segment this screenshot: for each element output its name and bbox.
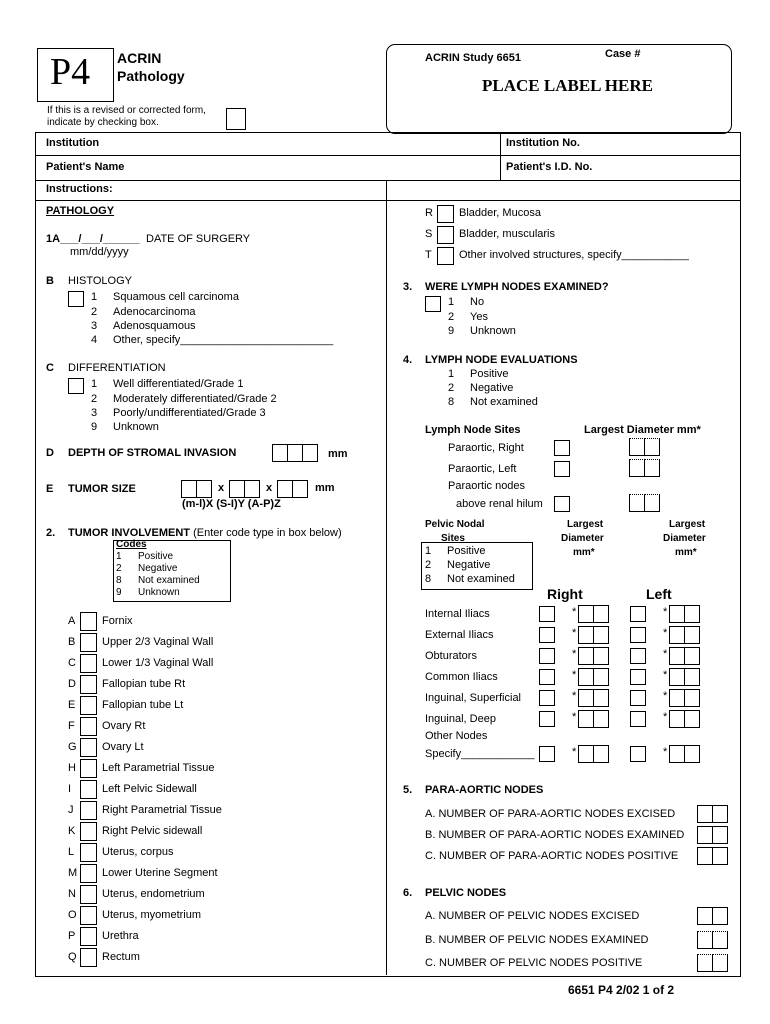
para-right-code-box[interactable] <box>554 440 570 456</box>
pelvic-left-diameter[interactable] <box>669 668 699 686</box>
pelvic-left-diameter[interactable] <box>669 647 699 665</box>
code-1: 1 <box>116 551 122 562</box>
q3-option-1: No <box>470 296 485 308</box>
date-format: mm/dd/yyyy <box>70 246 129 258</box>
site-s-label: Bladder, muscularis <box>459 228 555 240</box>
site-label: Left Pelvic Sidewall <box>102 783 197 795</box>
para-site-3: Paraortic nodes <box>448 480 526 492</box>
pelvic-left-code-box[interactable] <box>630 669 646 685</box>
site-letter: B <box>68 636 76 648</box>
pelvic-code-2: 2 <box>425 559 432 571</box>
involvement-site-row <box>60 633 360 653</box>
involvement-site-row <box>60 927 360 947</box>
form-name: Pathology <box>117 68 185 84</box>
involvement-site-row <box>60 759 360 779</box>
site-label: Fornix <box>102 615 133 627</box>
q5-item-c: C. NUMBER OF PARA-AORTIC NODES POSITIVE <box>425 850 679 862</box>
pelvic-left-diameter[interactable] <box>669 689 699 707</box>
histology-option-1: Squamous cell carcinoma <box>113 291 239 303</box>
surgery-date-label: DATE OF SURGERY <box>146 233 251 245</box>
left-diameter: Diameter <box>663 533 706 544</box>
site-label: Lower 1/3 Vaginal Wall <box>102 657 214 669</box>
q3-checkbox[interactable] <box>425 296 441 312</box>
site-letter: L <box>68 846 75 858</box>
q3-number: 3. <box>403 281 413 293</box>
para-left-code-box[interactable] <box>554 461 570 477</box>
site-letter: Q <box>68 951 77 963</box>
q6-title: PELVIC NODES <box>425 887 507 899</box>
pelvic-left-star: * <box>663 690 668 702</box>
institution-no-label: Institution No. <box>506 137 580 149</box>
pelvic-right-code-box[interactable] <box>539 711 555 727</box>
site-r-box[interactable] <box>437 205 454 223</box>
other-left-diameter[interactable] <box>669 745 699 763</box>
differentiation-checkbox[interactable] <box>68 378 84 394</box>
code-2-label: Negative <box>138 563 178 574</box>
pelvic-site-label: Internal Iliacs <box>425 608 490 620</box>
q4-code-3: 8 <box>448 396 455 408</box>
pelvic-right-star: * <box>572 690 577 702</box>
tumor-size-dims: (m-l)X (S-I)Y (A-P)Z <box>182 498 281 510</box>
pelvic-right-diameter[interactable] <box>578 647 608 665</box>
q6-a-input[interactable] <box>697 907 727 925</box>
pathology-heading: PATHOLOGY <box>46 205 115 217</box>
institution-label: Institution <box>46 137 100 149</box>
diff-option-1: Well differentiated/Grade 1 <box>113 378 244 390</box>
q4-number: 4. <box>403 354 413 366</box>
diff-code-1: 1 <box>91 378 98 390</box>
histology-option-4: Other, specify_________________________ <box>113 334 334 346</box>
instructions-label: Instructions: <box>46 183 113 195</box>
org-name: ACRIN <box>117 50 162 66</box>
site-label: Upper 2/3 Vaginal Wall <box>102 636 214 648</box>
pelvic-site-label: Obturators <box>425 650 477 662</box>
histology-checkbox[interactable] <box>68 291 84 307</box>
depth-unit: mm <box>328 448 348 460</box>
site-label: Uterus, corpus <box>102 846 174 858</box>
pelvic-left-code-box[interactable] <box>630 648 646 664</box>
pelvic-right-diameter[interactable] <box>578 668 608 686</box>
site-label: Ovary Rt <box>102 720 146 732</box>
q4-code-1: 1 <box>448 368 455 380</box>
q3-option-3: Unknown <box>470 325 516 337</box>
q5-item-a: A. NUMBER OF PARA-AORTIC NODES EXCISED <box>425 808 676 820</box>
q4-option-3: Not examined <box>470 396 538 408</box>
differentiation-letter: C <box>46 362 54 374</box>
q6-number: 6. <box>403 887 413 899</box>
involvement-title: TUMOR INVOLVEMENT (Enter code type in box below) <box>68 527 342 539</box>
site-code-box[interactable] <box>80 948 97 967</box>
site-letter: A <box>68 615 76 627</box>
q6-item-c: C. NUMBER OF PELVIC NODES POSITIVE <box>425 957 643 969</box>
site-code-box[interactable] <box>80 864 97 883</box>
tumor-size-x-2: x <box>266 482 273 494</box>
site-letter: N <box>68 888 76 900</box>
pelvic-right-star: * <box>572 606 577 618</box>
largest-diameter-title: Largest Diameter mm* <box>584 424 701 436</box>
pelvic-site-label: Inguinal, Deep <box>425 713 496 725</box>
para-left-diameter[interactable] <box>629 459 659 477</box>
patient-name-label: Patient's Name <box>46 161 125 173</box>
involvement-site-row <box>60 948 360 968</box>
q4-title: LYMPH NODE EVALUATIONS <box>425 354 578 366</box>
site-label: Fallopian tube Rt <box>102 678 186 690</box>
pelvic-right-code-box[interactable] <box>539 627 555 643</box>
site-letter: D <box>68 678 76 690</box>
site-code-box[interactable] <box>80 654 97 673</box>
pelvic-left-diameter[interactable] <box>669 626 699 644</box>
right-heading: Right <box>547 586 583 602</box>
involvement-site-row <box>60 738 360 758</box>
site-t-box[interactable] <box>437 247 454 265</box>
form-code: P4 <box>50 51 91 93</box>
site-label: Uterus, endometrium <box>102 888 205 900</box>
pelvic-right-star: * <box>572 648 577 660</box>
depth-title: DEPTH OF STROMAL INVASION <box>68 447 237 459</box>
site-label: Urethra <box>102 930 139 942</box>
depth-input[interactable] <box>272 444 317 462</box>
pelvic-right-star: * <box>572 669 577 681</box>
q6-b-input[interactable] <box>697 931 727 949</box>
site-t-label: Other involved structures, specify___________ <box>459 249 689 261</box>
site-letter: F <box>68 720 75 732</box>
pelvic-right-star: * <box>572 627 577 639</box>
pelvic-code-1-label: Positive <box>447 545 486 557</box>
q3-option-2: Yes <box>470 311 488 323</box>
involvement-site-row <box>60 780 360 800</box>
site-letter: C <box>68 657 76 669</box>
q6-c-input[interactable] <box>697 954 727 972</box>
site-t-letter: T <box>425 249 432 261</box>
site-label: Right Pelvic sidewall <box>102 825 203 837</box>
site-code-box[interactable] <box>80 696 97 715</box>
histology-option-3: Adenosquamous <box>113 320 196 332</box>
right-diameter: Diameter <box>561 533 604 544</box>
involvement-site-row <box>60 696 360 716</box>
para-hilum-diameter[interactable] <box>629 494 659 512</box>
left-heading: Left <box>646 586 672 602</box>
site-letter: P <box>68 930 76 942</box>
histology-code-4: 4 <box>91 334 98 346</box>
other-left-star: * <box>663 746 668 758</box>
para-site-4: above renal hilum <box>456 498 543 510</box>
patient-id-label: Patient's I.D. No. <box>506 161 593 173</box>
code-2: 2 <box>116 563 122 574</box>
case-label: Case # <box>605 48 641 60</box>
pelvic-left-star: * <box>663 648 668 660</box>
site-s-letter: S <box>425 228 433 240</box>
revised-note-1: If this is a revised or corrected form, <box>47 105 206 116</box>
place-label: PLACE LABEL HERE <box>482 76 653 95</box>
histology-code-1: 1 <box>91 291 98 303</box>
involvement-site-row <box>60 906 360 926</box>
other-nodes-label: Other Nodes <box>425 730 488 742</box>
involvement-site-row <box>60 612 360 632</box>
right-mm: mm* <box>573 547 595 558</box>
q3-code-2: 2 <box>448 311 455 323</box>
site-code-box[interactable] <box>80 801 97 820</box>
q4-option-2: Negative <box>470 382 514 394</box>
pelvic-left-diameter[interactable] <box>669 710 699 728</box>
site-code-box[interactable] <box>80 612 97 631</box>
left-mm: mm* <box>675 547 697 558</box>
pelvic-right-star: * <box>572 711 577 723</box>
lymph-sites-title: Lymph Node Sites <box>425 424 521 436</box>
para-hilum-code-box[interactable] <box>554 496 570 512</box>
pelvic-left-code-box[interactable] <box>630 606 646 622</box>
site-label: Uterus, myometrium <box>102 909 202 921</box>
q6-item-a: A. NUMBER OF PELVIC NODES EXCISED <box>425 910 640 922</box>
surgery-date-prefix[interactable]: 1A___/___/______ <box>46 233 140 245</box>
tumor-size-x-1: x <box>218 482 225 494</box>
q5-title: PARA-AORTIC NODES <box>425 784 544 796</box>
q4-option-1: Positive <box>470 368 509 380</box>
pelvic-title-2: Sites <box>441 533 465 544</box>
involvement-site-row <box>60 885 360 905</box>
pelvic-left-diameter[interactable] <box>669 605 699 623</box>
site-letter: K <box>68 825 76 837</box>
pelvic-right-diameter[interactable] <box>578 710 608 728</box>
pelvic-right-code-box[interactable] <box>539 669 555 685</box>
site-letter: I <box>68 783 72 795</box>
diff-code-4: 9 <box>91 421 98 433</box>
site-label: Ovary Lt <box>102 741 144 753</box>
involvement-number: 2. <box>46 527 56 539</box>
pelvic-code-2-label: Negative <box>447 559 491 571</box>
pelvic-left-code-box[interactable] <box>630 690 646 706</box>
site-letter: H <box>68 762 76 774</box>
site-code-box[interactable] <box>80 906 97 925</box>
site-code-box[interactable] <box>80 927 97 946</box>
diff-option-2: Moderately differentiated/Grade 2 <box>113 393 277 405</box>
tumor-size-y-input[interactable] <box>229 480 259 498</box>
q6-item-b: B. NUMBER OF PELVIC NODES EXAMINED <box>425 934 649 946</box>
other-left-code-box[interactable] <box>630 746 646 762</box>
histology-option-2: Adenocarcinoma <box>113 306 196 318</box>
para-site-1: Paraortic, Right <box>448 442 524 454</box>
site-code-box[interactable] <box>80 633 97 652</box>
revised-checkbox[interactable] <box>226 108 246 130</box>
site-code-box[interactable] <box>80 717 97 736</box>
depth-letter: D <box>46 447 54 459</box>
pelvic-left-code-box[interactable] <box>630 627 646 643</box>
q5-b-input[interactable] <box>697 826 727 844</box>
q5-number: 5. <box>403 784 413 796</box>
diff-option-3: Poorly/undifferentiated/Grade 3 <box>113 407 266 419</box>
tumor-size-z-input[interactable] <box>277 480 307 498</box>
pelvic-right-code-box[interactable] <box>539 690 555 706</box>
site-code-box[interactable] <box>80 738 97 757</box>
tumor-size-letter: E <box>46 483 54 495</box>
revised-note-2: indicate by checking box. <box>47 117 159 128</box>
code-9: 9 <box>116 587 122 598</box>
pelvic-right-diameter[interactable] <box>578 626 608 644</box>
q5-a-input[interactable] <box>697 805 727 823</box>
pelvic-left-star: * <box>663 711 668 723</box>
involvement-site-row <box>60 675 360 695</box>
left-largest-1: Largest <box>669 519 706 530</box>
codes-title: Codes <box>116 539 147 550</box>
tumor-size-unit: mm <box>315 482 335 494</box>
other-right-diameter[interactable] <box>578 745 608 763</box>
site-code-box[interactable] <box>80 759 97 778</box>
involvement-site-row <box>60 801 360 821</box>
tumor-size-title: TUMOR SIZE <box>68 483 136 495</box>
histology-code-3: 3 <box>91 320 98 332</box>
code-1-label: Positive <box>138 551 174 562</box>
site-letter: G <box>68 741 77 753</box>
pelvic-right-code-box[interactable] <box>539 606 555 622</box>
diff-option-4: Unknown <box>113 421 159 433</box>
study-label: ACRIN Study 6651 <box>425 52 521 64</box>
involvement-site-row <box>60 822 360 842</box>
site-label: Left Parametrial Tissue <box>102 762 215 774</box>
other-right-star: * <box>572 746 577 758</box>
pelvic-site-label: External Iliacs <box>425 629 494 641</box>
site-r-letter: R <box>425 207 433 219</box>
code-8: 8 <box>116 575 122 586</box>
involvement-site-row <box>60 843 360 863</box>
involvement-site-row <box>60 864 360 884</box>
q3-code-1: 1 <box>448 296 455 308</box>
pelvic-title-1: Pelvic Nodal <box>425 519 485 530</box>
differentiation-title: DIFFERENTIATION <box>68 362 166 374</box>
histology-letter: B <box>46 275 54 287</box>
pelvic-code-8-label: Not examined <box>447 573 515 585</box>
pelvic-right-code-box[interactable] <box>539 648 555 664</box>
footer: 6651 P4 2/02 1 of 2 <box>568 983 675 997</box>
q4-code-2: 2 <box>448 382 455 394</box>
q5-item-b: B. NUMBER OF PARA-AORTIC NODES EXAMINED <box>425 829 685 841</box>
site-s-box[interactable] <box>437 226 454 244</box>
tumor-size-x-input[interactable] <box>181 480 211 498</box>
pelvic-site-label: Common Iliacs <box>425 671 498 683</box>
site-code-box[interactable] <box>80 822 97 841</box>
q5-c-input[interactable] <box>697 847 727 865</box>
pelvic-left-star: * <box>663 669 668 681</box>
site-letter: M <box>68 867 78 879</box>
site-label: Fallopian tube Lt <box>102 699 184 711</box>
site-r-label: Bladder, Mucosa <box>459 207 541 219</box>
involvement-site-row <box>60 654 360 674</box>
pelvic-left-star: * <box>663 627 668 639</box>
pelvic-code-8: 8 <box>425 573 432 585</box>
site-code-box[interactable] <box>80 675 97 694</box>
other-right-code-box[interactable] <box>539 746 555 762</box>
specify-label[interactable]: Specify____________ <box>425 748 535 760</box>
right-largest-1: Largest <box>567 519 604 530</box>
pelvic-right-diameter[interactable] <box>578 689 608 707</box>
site-code-box[interactable] <box>80 885 97 904</box>
histology-code-2: 2 <box>91 306 98 318</box>
site-label: Right Parametrial Tissue <box>102 804 222 816</box>
pelvic-site-label: Inguinal, Superficial <box>425 692 522 704</box>
site-letter: O <box>68 909 77 921</box>
code-8-label: Not examined <box>138 575 200 586</box>
para-site-2: Paraortic, Left <box>448 463 517 475</box>
involvement-site-row <box>60 717 360 737</box>
diff-code-3: 3 <box>91 407 98 419</box>
histology-title: HISTOLOGY <box>68 275 132 287</box>
q3-code-3: 9 <box>448 325 455 337</box>
site-label: Rectum <box>102 951 140 963</box>
para-right-diameter[interactable] <box>629 438 659 456</box>
q3-title: WERE LYMPH NODES EXAMINED? <box>425 281 609 293</box>
site-letter: E <box>68 699 76 711</box>
code-9-label: Unknown <box>138 587 180 598</box>
pelvic-left-star: * <box>663 606 668 618</box>
pelvic-right-diameter[interactable] <box>578 605 608 623</box>
diff-code-2: 2 <box>91 393 98 405</box>
pelvic-left-code-box[interactable] <box>630 711 646 727</box>
site-letter: J <box>68 804 74 816</box>
site-code-box[interactable] <box>80 780 97 799</box>
site-label: Lower Uterine Segment <box>102 867 218 879</box>
pelvic-code-1: 1 <box>425 545 432 557</box>
site-code-box[interactable] <box>80 843 97 862</box>
